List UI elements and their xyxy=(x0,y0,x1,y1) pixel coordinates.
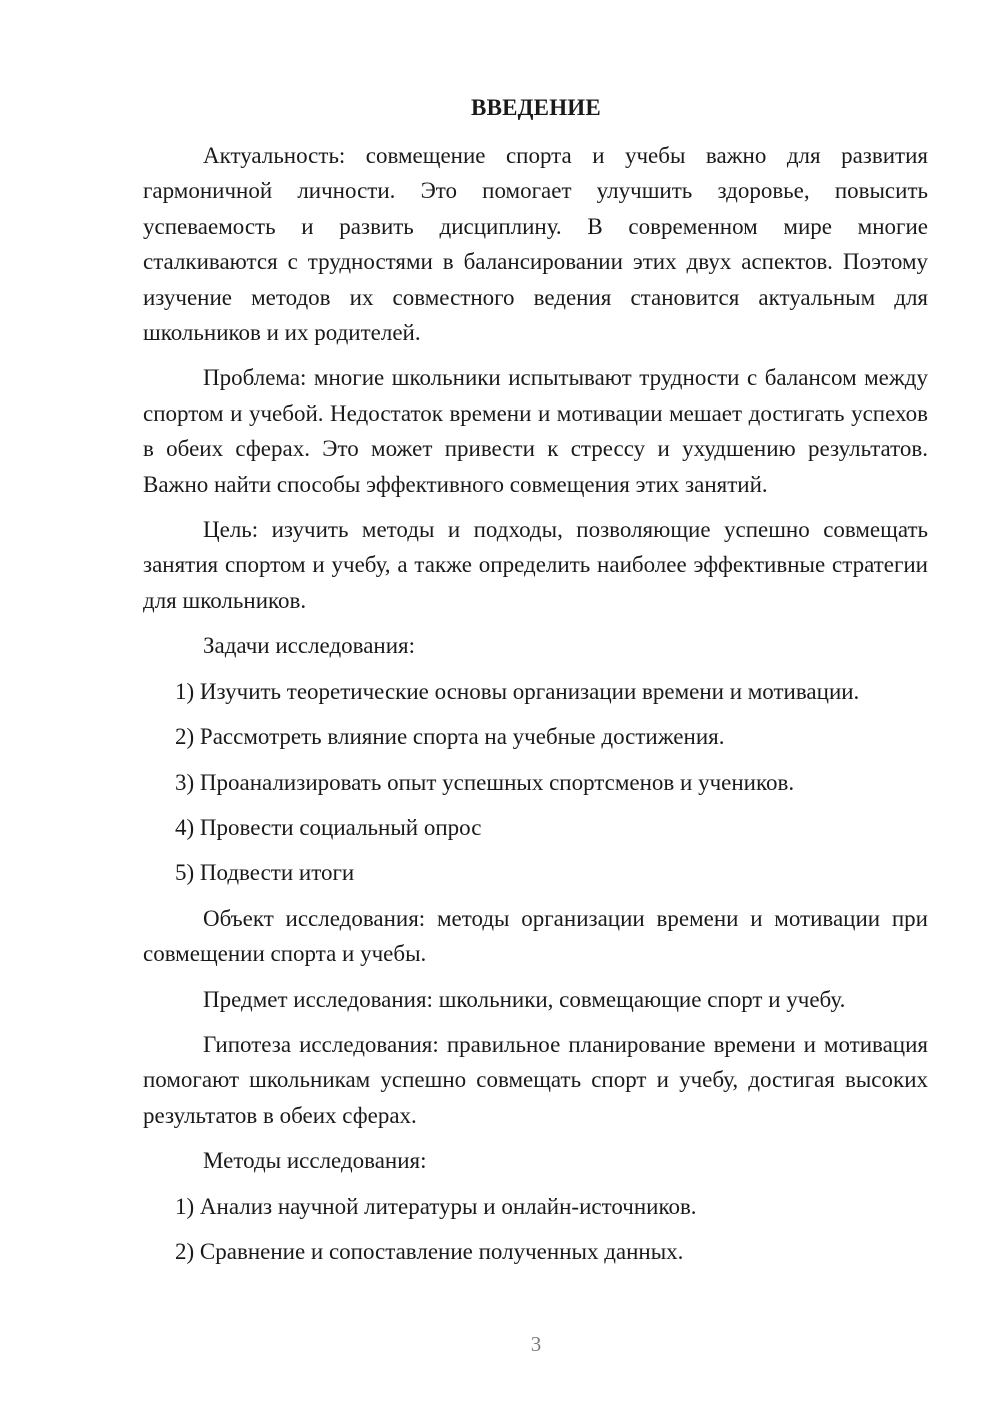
page-title: ВВЕДЕНИЕ xyxy=(471,95,601,120)
object-paragraph: Объект исследования: методы организации времени и мотивации при совмещении спорта и учебы. xyxy=(143,905,928,967)
page-number: 3 xyxy=(530,1332,542,1356)
list-item: 3) Проанализировать опыт успешных спортсменов и учеников. xyxy=(175,769,795,795)
hypothesis-paragraph: Гипотеза исследования: правильное планирование времени и мотивация помогают школьникам успешно совмещать спорт и учебу, достигая высоких результатов в обеих сферах. xyxy=(143,1031,928,1128)
methods-heading: Методы исследования: xyxy=(203,1148,427,1174)
list-item: 1) Анализ научной литературы и онлайн-источников. xyxy=(175,1193,697,1219)
document-body xyxy=(143,138,928,1279)
list-item: 5) Подвести итоги xyxy=(175,860,355,886)
relevance-paragraph: Актуальность: совмещение спорта и учебы важно для развития гармоничной личности. Это помогает улучшить здоровье, повысить успеваемость и развить дисциплину. В современном мире многие сталкиваются с трудностями в балансировании этих двух аспектов. Поэтому изучение методов их совместного ведения становится актуальным для школьников и их родителей. xyxy=(143,143,928,346)
list-item: 2) Сравнение и сопоставление полученных данных. xyxy=(175,1238,684,1264)
methods-list xyxy=(143,1189,928,1270)
list-item: 4) Провести социальный опрос xyxy=(175,814,482,840)
goal-paragraph: Цель: изучить методы и подходы, позволяющие успешно совмещать занятия спортом и учебу, а также определить наиболее эффективные стратегии для школьников. xyxy=(143,517,928,613)
list-item: 1) Изучить теоретические основы организации времени и мотивации. xyxy=(175,678,860,704)
list-item: 2) Рассмотреть влияние спорта на учебные достижения. xyxy=(175,724,725,750)
subject-paragraph: Предмет исследования: школьники, совмещающие спорт и учебу. xyxy=(203,986,846,1012)
problem-paragraph: Проблема: многие школьники испытывают трудности с балансом между спортом и учебой. Недостаток времени и мотивации мешает достигать успехов в обеих сферах. Это может привести к стрессу и ухудшению результатов. Важно найти способы эффективного совмещения этих занятий. xyxy=(143,365,928,497)
tasks-heading: Задачи исследования: xyxy=(203,633,416,659)
tasks-list xyxy=(143,674,928,891)
